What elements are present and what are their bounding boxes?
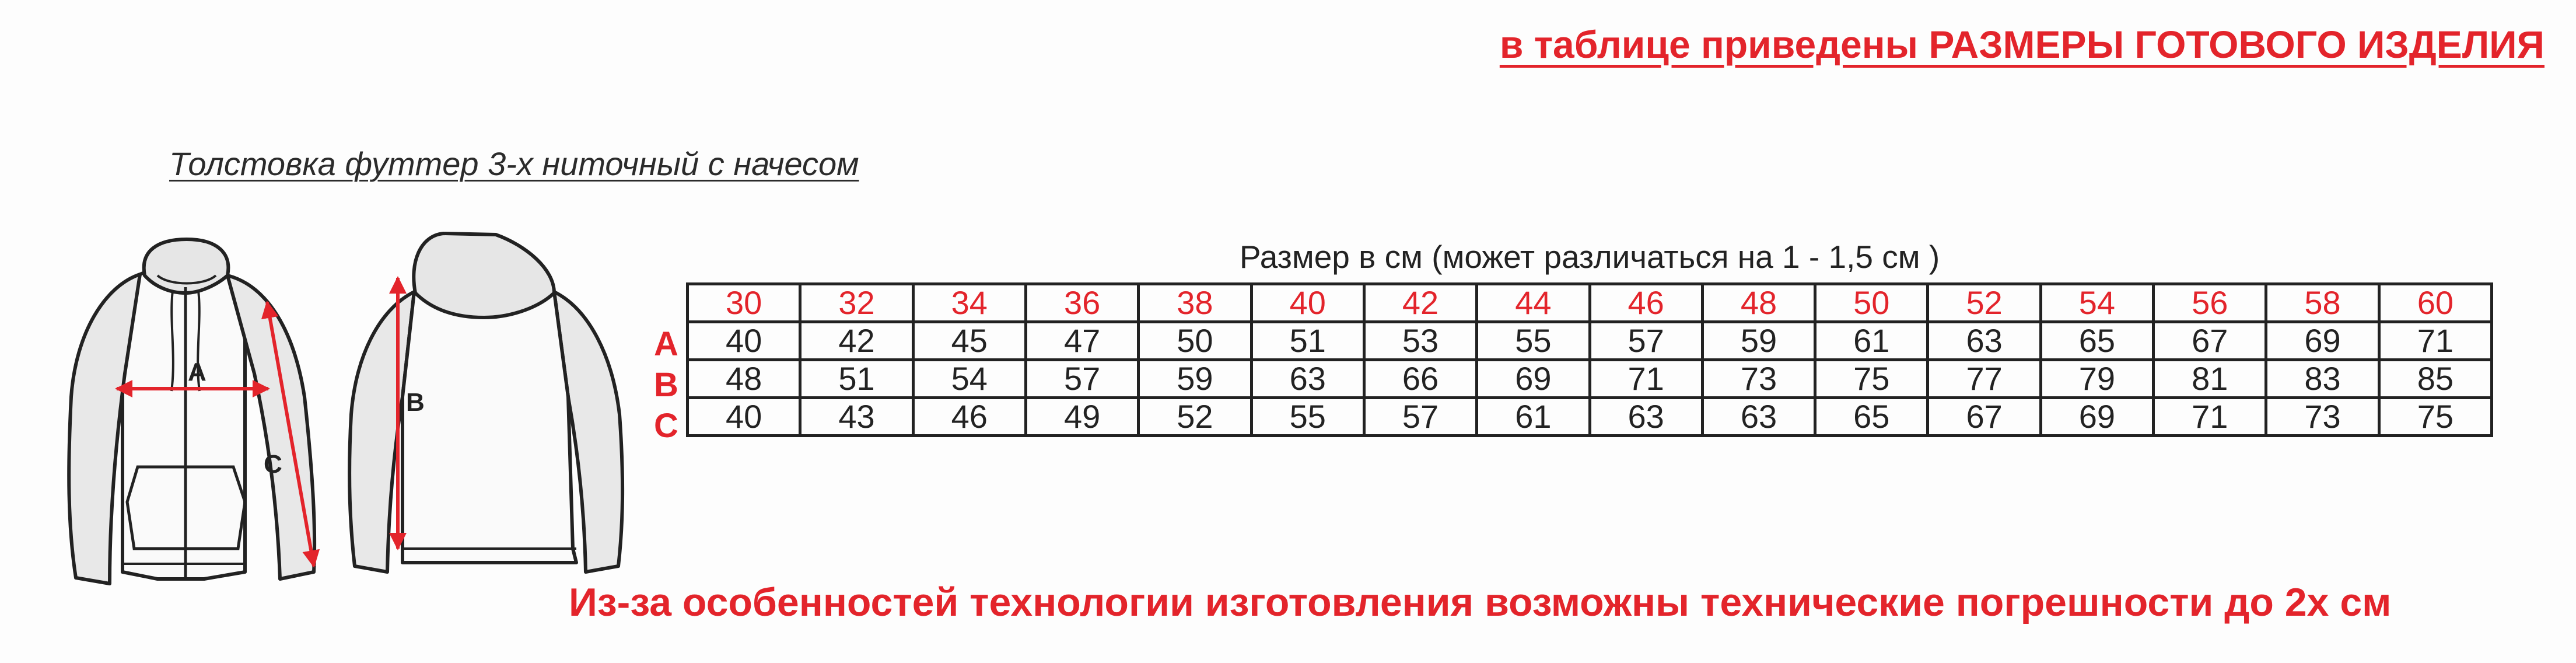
table-cell: 71 [2379,322,2491,360]
product-title: Толстовка футтер 3-х ниточный с начесом [169,145,859,182]
table-cell: 55 [1251,398,1364,436]
row-label-c: С [654,407,678,445]
size-header-cell: 60 [2379,284,2491,322]
table-cell: 45 [913,322,1026,360]
table-row-a [688,322,2492,360]
table-row-b [688,360,2492,398]
row-labels [649,324,684,446]
table-cell: 85 [2379,360,2491,398]
hoodie-front-drawing [69,239,314,584]
table-cell: 59 [1139,360,1251,398]
table-cell: 57 [1590,322,1702,360]
measurement-label-b: B [406,388,425,417]
table-row-c [688,398,2492,436]
table-cell: 69 [2041,398,2153,436]
hoodie-back-drawing [349,233,622,572]
table-cell: 57 [1026,360,1138,398]
row-label-a: А [654,325,678,363]
table-cell: 75 [2379,398,2491,436]
table-cell: 75 [1815,360,1928,398]
table-cell: 65 [1815,398,1928,436]
table-cell: 43 [800,398,913,436]
table-cell: 69 [1477,360,1590,398]
size-header-row [688,284,2492,322]
size-header-cell: 38 [1139,284,1251,322]
hoodie-illustration [52,222,642,607]
size-header-cell: 42 [1364,284,1476,322]
table-cell: 40 [688,398,800,436]
table-cell: 63 [1702,398,1815,436]
table-cell: 61 [1477,398,1590,436]
table-cell: 71 [1590,360,1702,398]
table-cell: 73 [1702,360,1815,398]
size-header-cell: 46 [1590,284,1702,322]
table-cell: 55 [1477,322,1590,360]
table-cell: 83 [2266,360,2379,398]
table-cell: 49 [1026,398,1138,436]
table-cell: 69 [2266,322,2379,360]
size-header-cell: 32 [800,284,913,322]
size-header-cell: 34 [913,284,1026,322]
table-cell: 48 [688,360,800,398]
table-cell: 47 [1026,322,1138,360]
table-cell: 40 [688,322,800,360]
size-header-cell: 52 [1928,284,2041,322]
table-cell: 66 [1364,360,1476,398]
table-cell: 46 [913,398,1026,436]
measurement-label-a: A [188,358,206,386]
table-cell: 54 [913,360,1026,398]
table-cell: 65 [2041,322,2153,360]
measurement-label-c: C [264,450,282,479]
table-cell: 63 [1590,398,1702,436]
table-cell: 67 [1928,398,2041,436]
table-cell: 61 [1815,322,1928,360]
table-cell: 79 [2041,360,2153,398]
size-header-cell: 56 [2154,284,2266,322]
table-cell: 59 [1702,322,1815,360]
tolerance-notice: Из-за особенностей технологии изготовления возможны технические погрешности до 2х см [569,580,2392,624]
table-cell: 71 [2154,398,2266,436]
row-label-b: В [654,366,678,404]
size-header-cell: 30 [688,284,800,322]
table-cell: 50 [1139,322,1251,360]
size-table [686,282,2493,437]
size-header-cell: 36 [1026,284,1138,322]
table-cell: 57 [1364,398,1476,436]
size-header-cell: 50 [1815,284,1928,322]
size-header-cell: 44 [1477,284,1590,322]
table-cell: 73 [2266,398,2379,436]
finished-size-notice: в таблице приведены РАЗМЕРЫ ГОТОВОГО ИЗДЕЛИЯ [1499,23,2544,66]
table-caption: Размер в см (может различаться на 1 - 1,5 см ) [1239,239,1940,275]
table-cell: 52 [1139,398,1251,436]
size-header-cell: 40 [1251,284,1364,322]
size-header-cell: 48 [1702,284,1815,322]
table-cell: 63 [1251,360,1364,398]
table-cell: 77 [1928,360,2041,398]
table-cell: 51 [1251,322,1364,360]
table-cell: 67 [2154,322,2266,360]
table-cell: 63 [1928,322,2041,360]
table-cell: 42 [800,322,913,360]
size-header-cell: 58 [2266,284,2379,322]
table-cell: 81 [2154,360,2266,398]
size-header-cell: 54 [2041,284,2153,322]
table-cell: 51 [800,360,913,398]
table-cell: 53 [1364,322,1476,360]
